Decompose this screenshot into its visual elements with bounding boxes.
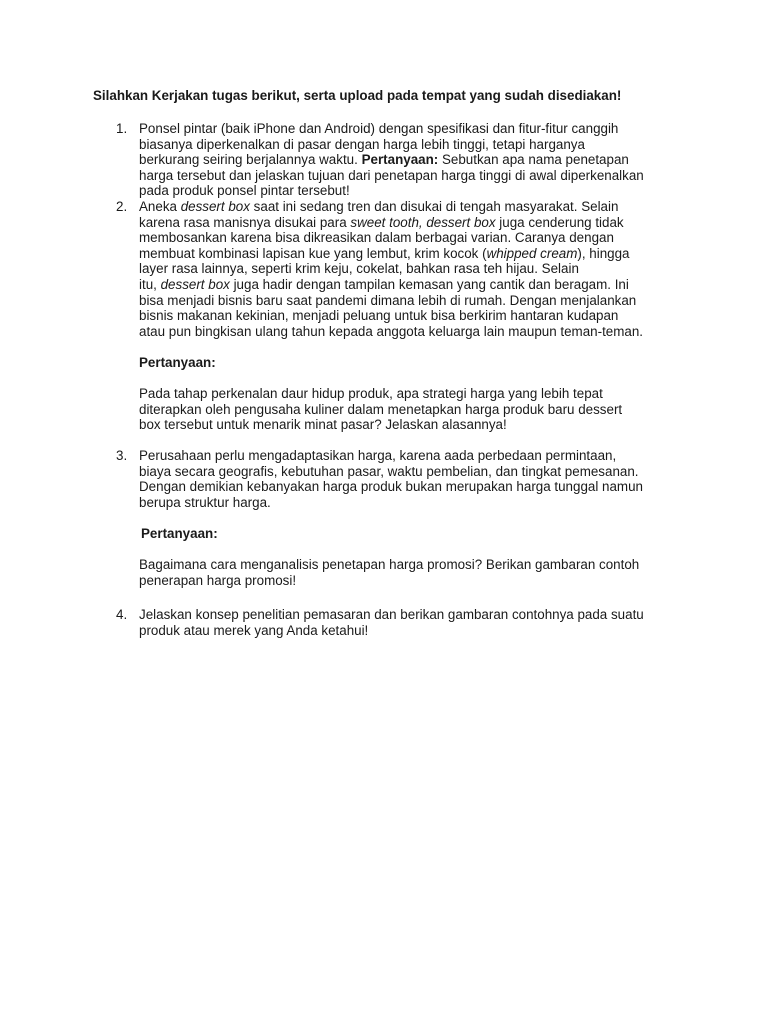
item-italic-text: dessert box: [160, 276, 230, 292]
item-body: [139, 448, 684, 588]
item-line: Dengan demikian kebanyakan harga produk bukan merupakan harga tunggal namun: [139, 479, 643, 495]
item-line: layer rasa lainnya, seperti krim keju, cokelat, bahkan rasa teh hijau. Selain: [139, 261, 579, 277]
item-text: juga hadir dengan tampilan kemasan yang cantik dan beragam. Ini: [233, 276, 629, 292]
item-line: biaya secara geografis, kebutuhan pasar, waktu pembelian, dan tingkat pemesanan.: [139, 463, 639, 479]
item-line: produk atau merek yang Anda ketahui!: [139, 622, 369, 638]
item-body: [139, 121, 684, 199]
item-line: harga tersebut dan jelaskan tujuan dari penetapan harga tinggi di awal diperkenalkan: [139, 167, 644, 183]
item-italic-text: dessert box: [180, 199, 250, 214]
item-line: biasanya diperkenalkan di pasar dengan harga lebih tinggi, tetapi harganya: [139, 136, 585, 152]
item-line: [139, 215, 684, 231]
item-number: 3.: [116, 448, 128, 463]
item-line: Ponsel pintar (baik iPhone dan Android) dengan spesifikasi dan fitur-fitur canggih: [139, 121, 619, 136]
item-number: 1.: [116, 121, 128, 136]
item-line: pada produk ponsel pintar tersebut!: [139, 183, 350, 199]
item-line: [139, 152, 684, 168]
item-text: Aneka: [139, 199, 177, 214]
item-text: membuat kombinasi lapisan kue yang lembut, krim kocok (: [139, 245, 487, 261]
item-line: berupa struktur harga.: [139, 494, 271, 510]
item-italic-text: sweet tooth, dessert box: [350, 214, 496, 230]
item-line: bisnis makanan kekinian, menjadi peluang untuk bisa berkirim hantaran kudapan: [139, 308, 619, 324]
question-line: box tersebut untuk menarik minat pasar? Jelaskan alasannya!: [139, 417, 507, 433]
item-text: saat ini sedang tren dan disukai di tengah masyarakat. Selain: [253, 199, 619, 214]
item-line: bisa menjadi bisnis baru saat pandemi dimana lebih di rumah. Dengan menjalankan: [139, 292, 637, 308]
question-heading: Pertanyaan:: [141, 525, 218, 541]
item-text: berkurang seiring berjalannya waktu.: [139, 152, 358, 168]
question-line: diterapkan oleh pengusaha kuliner dalam menetapkan harga produk baru dessert: [139, 401, 623, 417]
question-label-inline: Pertanyaan:: [361, 152, 439, 168]
item-body: [139, 199, 684, 433]
question-line: Pada tahap perkenalan daur hidup produk, apa strategi harga yang lebih tepat: [139, 386, 603, 402]
page-title: Silahkan Kerjakan tugas berikut, serta upload pada tempat yang sudah disediakan!: [93, 88, 622, 103]
item-line: [139, 277, 684, 293]
item-line: Jelaskan konsep penelitian pemasaran dan berikan gambaran contohnya pada suatu: [139, 607, 644, 622]
item-line: [139, 199, 684, 215]
item-text: karena rasa manisnya disukai para: [139, 214, 347, 230]
item-number: 4.: [116, 607, 128, 622]
item-line: Perusahaan perlu mengadaptasikan harga, karena aada perbedaan permintaan,: [139, 448, 617, 463]
item-text: ), hingga: [577, 245, 630, 261]
item-number: 2.: [116, 199, 128, 214]
item-line: atau pun bingkisan ulang tahun kepada anggota keluarga lain maupun teman-teman.: [139, 323, 644, 339]
question-line: penerapan harga promosi!: [139, 572, 297, 588]
question-line: Bagaimana cara menganalisis penetapan harga promosi? Berikan gambaran contoh: [139, 557, 640, 573]
item-italic-text: whipped cream: [486, 245, 578, 261]
item-body: [139, 607, 684, 638]
item-line: [139, 246, 684, 262]
question-heading: Pertanyaan:: [139, 354, 216, 370]
item-text: juga cenderung tidak: [499, 214, 624, 230]
item-text: Sebutkan apa nama penetapan: [441, 152, 629, 168]
item-text: itu,: [139, 276, 157, 292]
item-line: membosankan karena bisa dikreasikan dalam berbagai varian. Caranya dengan: [139, 230, 614, 246]
